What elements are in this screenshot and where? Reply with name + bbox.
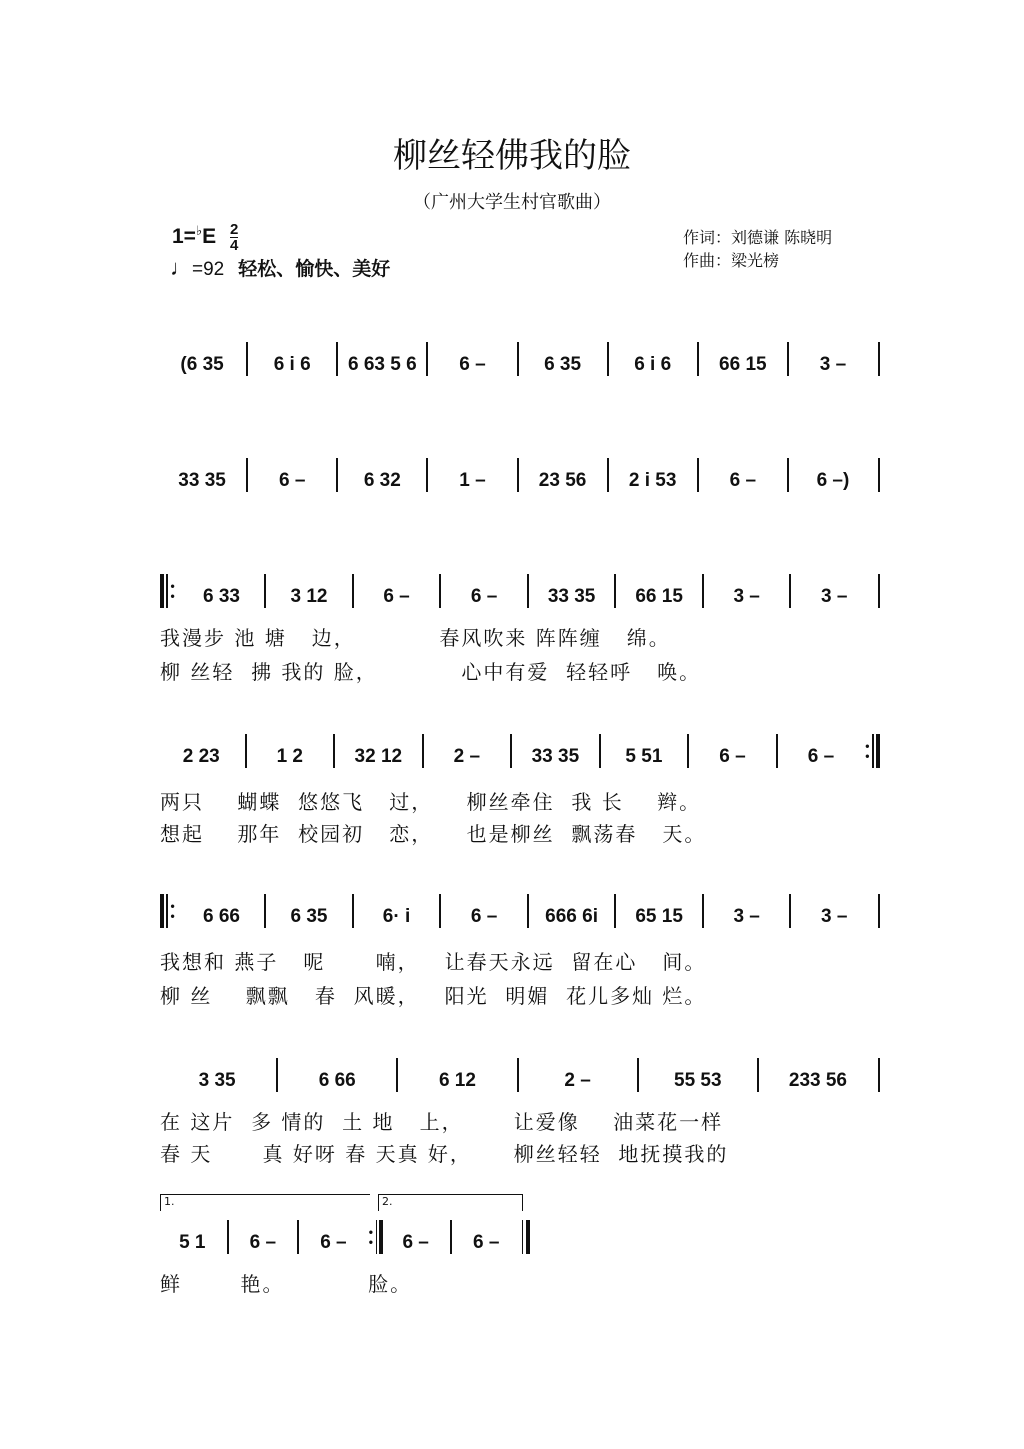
barline <box>426 342 428 376</box>
barline <box>246 342 248 376</box>
notation-row-4 <box>160 732 880 768</box>
barline <box>517 1058 519 1092</box>
flat-sign: ♭ <box>195 223 203 239</box>
barline <box>878 458 880 492</box>
song-subtitle: （广州大学生村官歌曲） <box>413 192 611 213</box>
measure: 6 – <box>278 470 306 491</box>
barline <box>607 342 609 376</box>
lyric-line: 鲜 艳。 脸。 <box>160 1272 413 1296</box>
measure: 6 12 <box>438 1070 476 1091</box>
repeat-start-sign: • • <box>160 894 175 928</box>
barline <box>517 458 519 492</box>
barline <box>687 734 689 768</box>
barline <box>789 894 791 928</box>
measure: 3 – <box>733 586 760 607</box>
barline <box>614 894 616 928</box>
barline <box>227 1220 229 1254</box>
barline <box>510 734 512 768</box>
notation-row-7 <box>160 1218 530 1254</box>
quarter-note-icon: ♩ <box>170 255 192 280</box>
measure: 33 35 <box>531 746 580 767</box>
meter-top: 2 <box>229 221 239 238</box>
credits <box>683 226 832 272</box>
volta-second-ending: 2. <box>378 1194 523 1211</box>
barline <box>527 894 529 928</box>
barline <box>697 342 699 376</box>
barline <box>439 574 441 608</box>
measure: 6 66 <box>202 906 240 927</box>
notation-row-3 <box>160 572 880 608</box>
repeat-start-sign: • • <box>160 574 175 608</box>
measure: 65 15 <box>635 906 683 927</box>
measure: 3 – <box>820 586 848 607</box>
barline <box>757 1058 759 1092</box>
time-signature <box>230 222 238 253</box>
measure: 666 6i <box>545 906 598 927</box>
barline <box>450 1220 452 1254</box>
measure: 6 32 <box>363 470 401 491</box>
barline <box>787 458 789 492</box>
notation-row-5 <box>160 892 880 928</box>
key-tonic: E <box>202 225 217 249</box>
barline <box>527 574 529 608</box>
tempo-marking <box>170 254 390 281</box>
measure: 2 – <box>453 746 481 767</box>
measure: 2 23 <box>182 746 220 767</box>
measure: 33 35 <box>547 586 596 607</box>
measure: 6 35 <box>290 906 328 927</box>
measure: 66 15 <box>719 354 767 375</box>
measure: 33 35 <box>178 470 226 491</box>
barline <box>599 734 601 768</box>
barline <box>276 1058 278 1092</box>
lyric-line: 我想和 燕子 呢 喃， 让春天永远 留在心 间。 <box>160 950 707 974</box>
barline <box>878 574 880 608</box>
lyric-line: 春 天 真 好呀 春 天真 好， 柳丝轻轻 地抚摸我的 <box>160 1142 729 1166</box>
measure: 6 – <box>459 354 486 375</box>
barline <box>878 1058 880 1092</box>
barline <box>789 574 791 608</box>
measure: 3 – <box>820 906 848 927</box>
measure: 6 – <box>320 1232 347 1253</box>
lyric-line: 柳 丝轻 拂 我的 脸， 心中有爱 轻轻呼 唤。 <box>160 660 702 684</box>
barline <box>245 734 247 768</box>
measure: 6 – <box>473 1232 500 1253</box>
barline <box>702 894 704 928</box>
notation-row-6 <box>160 1056 880 1092</box>
measure: 6 –) <box>816 470 850 491</box>
notation-row-1 <box>160 340 880 376</box>
measure: 3 35 <box>198 1070 236 1091</box>
lyric-line: 在 这片 多 情的 土 地 上， 让爱像 油菜花一样 <box>160 1110 724 1134</box>
measure: 3 – <box>819 354 847 375</box>
barline <box>352 894 354 928</box>
lyric-line: 柳 丝 飘飘 春 风暖， 阳光 明媚 花儿多灿 烂。 <box>160 984 707 1008</box>
song-title: 柳丝轻佛我的脸 <box>393 136 631 176</box>
barline <box>607 458 609 492</box>
volta-first-ending: 1. <box>160 1194 370 1211</box>
measure: 32 12 <box>354 746 403 767</box>
notation-row-2 <box>160 456 880 492</box>
lyric-line: 两只 蝴蝶 悠悠飞 过， 柳丝牵住 我 长 辫。 <box>160 790 702 814</box>
measure: 66 15 <box>635 586 683 607</box>
barline <box>264 894 266 928</box>
composer: 作曲：梁光榜 <box>683 251 780 270</box>
lyric-line: 我漫步 池 塘 边， 春风吹来 阵阵缠 绵。 <box>160 626 671 650</box>
measure: 6 33 <box>202 586 240 607</box>
key-signature <box>172 222 238 253</box>
measure: 3 – <box>733 906 760 927</box>
barline <box>702 574 704 608</box>
barline <box>396 1058 398 1092</box>
barline <box>439 894 441 928</box>
measure: 6 i 6 <box>273 354 311 375</box>
measure: 2 i 53 <box>628 470 677 491</box>
measure: 6 63 5 6 <box>347 354 417 375</box>
measure: 5 51 <box>625 746 663 767</box>
barline <box>517 342 519 376</box>
measure: 6 35 <box>544 354 582 375</box>
measure: 6 i 6 <box>634 354 672 375</box>
barline <box>246 458 248 492</box>
measure: 6 – <box>470 906 498 927</box>
measure: 23 56 <box>538 470 587 491</box>
measure: 1 – <box>459 470 486 491</box>
barline <box>422 734 424 768</box>
final-barline <box>522 1220 531 1254</box>
repeat-end-sign: • • <box>865 734 880 768</box>
measure: 6 – <box>402 1232 429 1253</box>
measure: 233 56 <box>788 1070 847 1091</box>
meter-bottom: 4 <box>229 237 239 254</box>
barline <box>426 458 428 492</box>
repeat-end-sign: • • <box>369 1220 384 1254</box>
measure: 6 – <box>470 586 498 607</box>
lyricist: 作词：刘德谦 陈晓明 <box>683 228 833 247</box>
measure: 6 – <box>383 586 410 607</box>
lyric-line: 想起 那年 校园初 恋， 也是柳丝 飘荡春 天。 <box>160 822 707 846</box>
key-prefix: 1= <box>172 225 196 249</box>
barline <box>297 1220 299 1254</box>
tempo-value: =92 <box>192 259 225 280</box>
barline <box>787 342 789 376</box>
measure: 6 66 <box>318 1070 356 1091</box>
barline <box>336 342 338 376</box>
measure: (6 35 <box>180 354 224 375</box>
barline <box>878 894 880 928</box>
barline <box>614 574 616 608</box>
measure: 1 2 <box>276 746 303 767</box>
measure: 55 53 <box>674 1070 722 1091</box>
barline <box>336 458 338 492</box>
measure: 2 – <box>564 1070 591 1091</box>
measure: 6 – <box>729 470 757 491</box>
barline <box>352 574 354 608</box>
barline <box>264 574 266 608</box>
measure: 6 – <box>249 1232 277 1253</box>
barline <box>776 734 778 768</box>
measure: 5 1 <box>179 1232 206 1253</box>
measure: 6· i <box>382 906 411 927</box>
barline <box>333 734 335 768</box>
expression-text: 轻松、愉快、美好 <box>238 258 391 280</box>
barline <box>697 458 699 492</box>
measure: 6 – <box>719 746 746 767</box>
barline <box>878 342 880 376</box>
measure: 6 – <box>807 746 835 767</box>
barline <box>637 1058 639 1092</box>
measure: 3 12 <box>290 586 328 607</box>
